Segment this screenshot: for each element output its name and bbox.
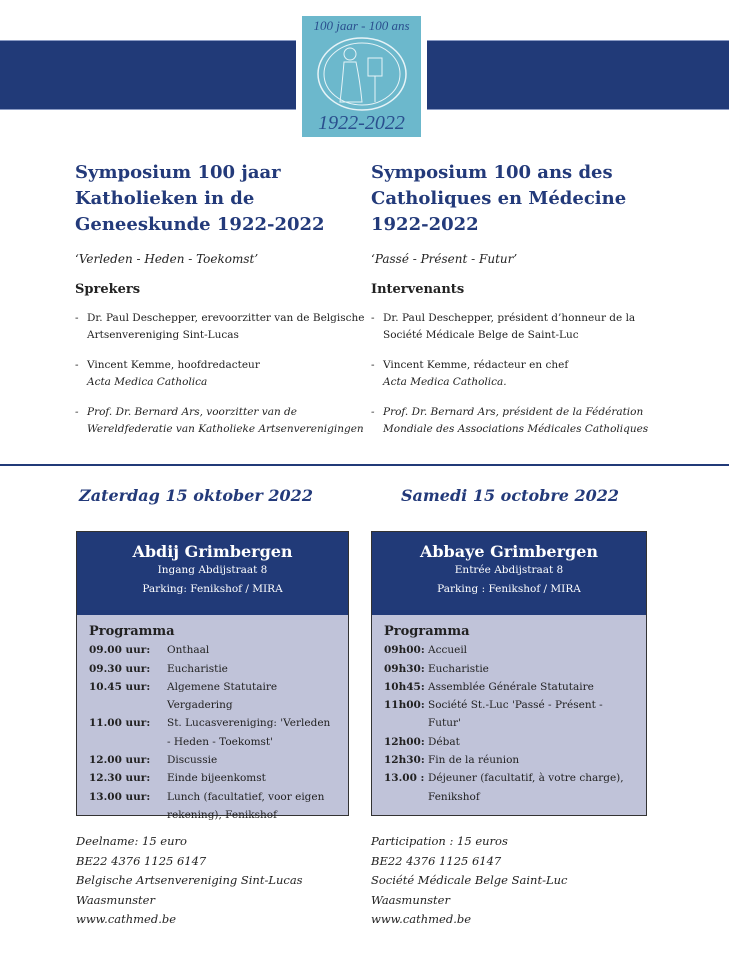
speaker-item: - Dr. Paul Deschepper, président d’honneur de la Société Médicale Belge de Saint-Luc	[371, 312, 636, 341]
program-time: 11h00:	[384, 699, 425, 712]
venue-header	[77, 532, 348, 615]
program-item: Assemblée Générale Statutaire	[428, 680, 594, 693]
venue-parking: Parking : Fenikshof / MIRA	[437, 583, 581, 595]
program-heading: Programma	[89, 624, 175, 639]
program-time: 12h30:	[384, 754, 425, 767]
footer-line: Waasmunster	[371, 892, 450, 907]
program-time: 09h00:	[384, 644, 425, 657]
speaker-item: - Vincent Kemme, hoofdredacteur Acta Medica Catholica	[75, 359, 260, 388]
program-list	[372, 615, 646, 814]
footer-fr	[371, 832, 567, 930]
program-box-nl	[76, 531, 349, 821]
program-row	[384, 678, 634, 696]
program-row	[89, 714, 336, 751]
speaker-text: Vincent Kemme, rédacteur en chef	[383, 359, 569, 371]
anniversary-logo	[302, 16, 421, 137]
speaker-text: Dr. Paul Deschepper, erevoorzitter van de Belgische Artsenvereniging Sint-Lucas	[87, 312, 365, 341]
program-time: 11.00 uur:	[89, 717, 151, 730]
program-item: Algemene Statutaire Vergadering	[167, 680, 278, 712]
speaker-item: - Vincent Kemme, rédacteur en chef Acta Medica Catholica.	[371, 359, 569, 388]
title-fr: Symposium 100 ans des Catholiques en Médecine 1922-2022	[371, 162, 627, 235]
program-time: 13.00 :	[384, 772, 425, 785]
speaker-text: Vincent Kemme, hoofdredacteur	[87, 359, 260, 371]
speaker-item: - Dr. Paul Deschepper, erevoorzitter van de Belgische Artsenvereniging Sint-Lucas	[75, 312, 365, 341]
footer-line: Waasmunster	[76, 892, 155, 907]
program-row	[384, 641, 634, 659]
program-item: Eucharistie	[428, 662, 489, 675]
speaker-item: - Prof. Dr. Bernard Ars, président de la Fédération Mondiale des Associations Médicales Catholiques	[371, 406, 649, 435]
website-link[interactable]: www.cathmed.be	[76, 912, 177, 926]
subtitle-fr: ‘Passé - Présent - Futur’	[371, 252, 518, 266]
venue-entrance: Ingang Abdijstraat 8	[157, 564, 268, 576]
program-item: Accueil	[428, 644, 468, 657]
date-fr: Samedi 15 octobre 2022	[400, 486, 620, 505]
program-item: Onthaal	[167, 644, 210, 657]
program-item: Discussie	[167, 754, 218, 767]
program-time: 09h30:	[384, 662, 425, 675]
header-band-right	[427, 40, 729, 110]
program-time: 12.00 uur:	[89, 754, 151, 767]
program-item: St. Lucasvereniging: 'Verleden - Heden - Toekomst'	[167, 717, 331, 748]
program-row	[89, 769, 336, 787]
program-time: 12h00:	[384, 735, 425, 748]
speakers-heading-fr: Intervenants	[371, 282, 465, 297]
program-list	[77, 615, 348, 832]
title-nl: Symposium 100 jaar Katholieken in de Geneeskunde 1922-2022	[75, 162, 325, 235]
program-box-fr	[371, 531, 647, 816]
program-row	[384, 769, 634, 806]
footer-nl	[76, 832, 303, 930]
program-row	[384, 660, 634, 678]
program-row	[384, 733, 634, 751]
venue-name: Abdij Grimbergen	[132, 542, 293, 561]
saint-luke-emblem-icon	[312, 36, 411, 112]
speaker-extra: Acta Medica Catholica.	[383, 376, 507, 388]
speaker-text: Prof. Dr. Bernard Ars, président de la Fédération Mondiale des Associations Médicales Catholiques	[383, 406, 649, 435]
venue-entrance: Entrée Abdijstraat 8	[454, 564, 564, 576]
program-item: Einde bijeenkomst	[167, 772, 266, 785]
french-column	[371, 160, 661, 438]
venue-header	[372, 532, 646, 615]
date-nl: Zaterdag 15 oktober 2022	[79, 486, 313, 505]
program-item: Débat	[428, 735, 460, 748]
footer-line: Belgische Artsenvereniging Sint-Lucas	[76, 873, 303, 887]
divider	[0, 464, 729, 466]
venue-name: Abbaye Grimbergen	[419, 542, 599, 561]
venue-parking: Parking: Fenikshof / MIRA	[142, 583, 283, 595]
program-row	[384, 696, 634, 733]
program-item: Lunch (facultatief, voor eigen rekening), Fenikshof	[167, 790, 325, 821]
program-time: 12.30 uur:	[89, 772, 151, 785]
program-item: Déjeuner (facultatif, à votre charge), Fenikshof	[428, 772, 624, 803]
program-row	[384, 751, 634, 769]
program-item: Société St.-Luc 'Passé - Présent - Futur'	[428, 699, 603, 730]
program-time: 10.45 uur:	[89, 680, 151, 693]
footer-line: Société Médicale Belge Saint-Luc	[371, 873, 568, 887]
speaker-extra: Acta Medica Catholica	[87, 376, 208, 388]
logo-top-text: 100 jaar - 100 ans	[313, 18, 410, 33]
program-time: 09.30 uur:	[89, 662, 151, 675]
program-item: Fin de la réunion	[428, 754, 520, 767]
footer-line: BE22 4376 1125 6147	[371, 853, 502, 868]
program-row	[89, 751, 336, 769]
program-time: 10h45:	[384, 680, 425, 693]
program-heading: Programma	[384, 624, 470, 639]
subtitle-nl: ‘Verleden - Heden - Toekomst’	[75, 252, 259, 266]
program-row	[89, 660, 336, 678]
speaker-text: Prof. Dr. Bernard Ars, voorzitter van de Wereldfederatie van Katholieke Artsenverenigingen	[87, 406, 364, 435]
speaker-item: - Prof. Dr. Bernard Ars, voorzitter van de Wereldfederatie van Katholieke Artsenverenigingen	[75, 406, 364, 435]
speaker-text: Dr. Paul Deschepper, président d’honneur de la Société Médicale Belge de Saint-Luc	[383, 312, 636, 341]
program-row	[89, 678, 336, 715]
header-band-left	[0, 40, 296, 110]
dutch-column	[75, 160, 365, 438]
program-row	[89, 788, 336, 825]
website-link[interactable]: www.cathmed.be	[371, 912, 472, 926]
program-row	[89, 641, 336, 659]
program-item: Eucharistie	[167, 662, 228, 675]
footer-line: Deelname: 15 euro	[76, 834, 187, 848]
speakers-heading-nl: Sprekers	[75, 282, 141, 297]
program-time: 13.00 uur:	[89, 790, 151, 803]
footer-line: Participation : 15 euros	[371, 834, 508, 848]
footer-line: BE22 4376 1125 6147	[76, 853, 207, 868]
program-time: 09.00 uur:	[89, 644, 151, 657]
logo-years: 1922-2022	[318, 112, 405, 134]
